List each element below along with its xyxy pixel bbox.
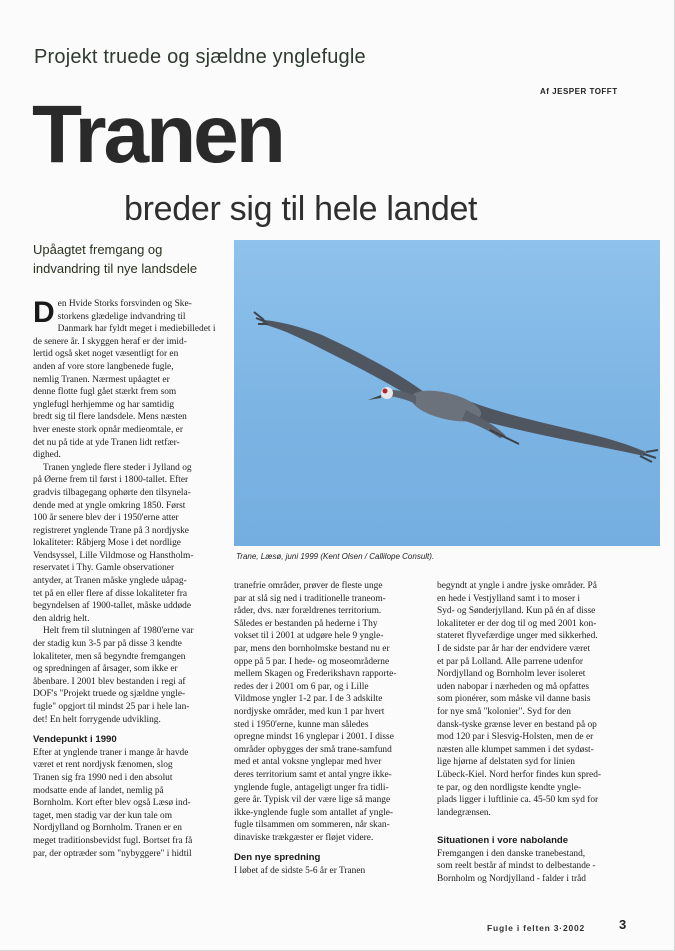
text-line: som pionérer, som måske vil danne basis: [437, 694, 591, 705]
text-line: 100 år senere blev der i 1950'erne atter: [33, 513, 179, 524]
section-heading: Den nye spredning: [234, 852, 321, 864]
text-line: par at slå sig ned i traditionelle traneom-: [234, 593, 386, 604]
text-line: Helt frem til slutningen af 1980'erne var: [43, 626, 194, 637]
text-line: antyder, at Tranen måske ynglede uåpag-: [33, 576, 187, 587]
text-line: I de sidste par år har der endvidere været: [437, 643, 591, 654]
text-line: nemlig Tranen. Nærmest upåagtet er: [33, 374, 170, 385]
text-line: områder opbygges der små trane-samfund: [234, 744, 392, 755]
text-line: stateret flyvefærdige unger med sikkerhed.: [437, 631, 598, 642]
text-line: åbenbare. I 2001 blev bestanden i regi af: [33, 676, 186, 687]
text-line: Fremgangen i den danske tranebestand,: [437, 848, 586, 859]
section-heading: Situationen i vore nabolande: [437, 835, 569, 847]
text-line: Vendsyssel, Lille Vildmose og Hanstholm-: [33, 550, 194, 561]
text-line: dighed.: [33, 450, 61, 461]
text-line: gere år. Typisk vil der være lige så mange: [234, 795, 391, 806]
magazine-footer: Fugle i felten 3·2002: [487, 923, 586, 933]
text-line: I løbet af de sidste 5-6 år er Tranen: [234, 866, 366, 877]
text-line: storkens glædelige indvandring til: [57, 311, 186, 322]
text-line: Bornholm. Kort efter blev også Læsø ind-: [33, 798, 191, 809]
text-line: gradvis tilbagegang ophørte den tilsynela-: [33, 487, 191, 498]
text-line: Således er bestanden på hederne i Thy: [234, 618, 378, 629]
text-line: lokaliteter er der dog til og med 2001 kon-: [437, 618, 597, 629]
text-line: opregne mindst 16 ynglepar i 2001. I disse: [234, 732, 394, 743]
text-line: Efter at ynglende traner i mange år havde: [33, 747, 189, 758]
text-line: begyndelsen af 1900-tallet, måske uddøde: [33, 601, 192, 612]
text-line: fugle tilsammen om sommeren, når skan-: [234, 820, 390, 831]
text-line: ynglende fugle, antageligt unger fra tidli-: [234, 782, 389, 793]
text-line: landegrænsen.: [437, 807, 491, 818]
text-line: og spredningen af årsager, som ikke er: [33, 664, 178, 675]
text-line: en Hvide Storks forsvinden og Ske-: [57, 299, 192, 309]
text-line: plads ligger i luftlinie ca. 45-50 km syd for: [437, 795, 599, 806]
text-line: Nordjylland og Bornholm lever isoleret: [437, 669, 586, 680]
text-line: det nu på tide at yde Tranen lidt retfær-: [33, 437, 180, 448]
text-line: reservatet i Thy. Gamle observationer: [33, 563, 175, 574]
text-line: sted i 1950'erne, kunne man således: [234, 719, 369, 730]
text-line: uden nabopar i nærheden og må opfattes: [437, 681, 590, 692]
article-column-3: [437, 580, 641, 886]
text-line: råder, dvs. nær forældrenes territorium.: [234, 606, 382, 617]
text-line: Lübeck-Kiel. Nord herfor findes kun spred-: [437, 769, 602, 780]
text-line: begyndt at yngle i andre jyske områder. På: [437, 581, 597, 591]
text-line: deres territorium samt et antal yngre ikke-: [234, 769, 392, 780]
lead-text: [33, 240, 223, 278]
article-column-1: [33, 298, 233, 860]
text-line: Bornholm og Nordjylland - falder i tråd: [437, 874, 586, 885]
text-line: anden af vore store langbenede fugle,: [33, 361, 174, 372]
text-line: lige hjørne af delstaten syd for linien: [437, 757, 575, 768]
text-line: ikke-ynglende fugle som antallet af yngle-: [234, 807, 394, 818]
drop-cap: D: [33, 296, 55, 329]
text-line: den aldrig helt.: [33, 613, 90, 624]
lead-line: Upåagtet fremgang og: [33, 242, 163, 257]
text-line: lokaliteter: Råbjerg Mose i det nordlige: [33, 538, 181, 549]
text-line: Tranen sig fra 1990 ned i den absolut: [33, 772, 173, 783]
text-line: de senere år. I skyggen heraf er der imid-: [33, 336, 187, 347]
text-line: lertid også sket noget væsentligt for en: [33, 349, 179, 360]
text-line: meget traditionsbevidst fugl. Bortset fra få: [33, 835, 193, 846]
text-line: fugle" opgjort til mindst 25 par i hele lan-: [33, 702, 190, 712]
text-line: et par på Lolland. Alle parrene udenfor: [437, 656, 584, 667]
text-line: Danmark har fyldt meget i mediebilledet i: [57, 324, 216, 335]
text-line: Vildmose yngler 1-2 par. I de 3 adskilte: [234, 694, 383, 705]
text-line: taget, men stadig var der kun tale om: [33, 810, 173, 821]
text-line: denne flotte fugl gået stærkt frem som: [33, 387, 177, 398]
article-column-2: [234, 580, 430, 878]
text-line: Syd- og Sønderjylland. Kun på én af disse: [437, 606, 596, 617]
text-line: dende med at yngle omkring 1850. Først: [33, 500, 186, 511]
text-line: med et antal voksne ynglepar med hver: [234, 757, 382, 768]
text-line: dinaviske trækgæster er fløjet videre.: [234, 832, 374, 843]
text-line: for nye små "kolonier". Syd for den: [437, 706, 571, 717]
article-subtitle: breder sig til hele landet: [124, 190, 478, 228]
text-line: nordjyske områder, med kun 1 par hvert: [234, 706, 385, 717]
text-line: DOF's "Projekt truede og sjældne yngle-: [33, 689, 186, 700]
text-line: Nordjylland og Bornholm. Tranen er en: [33, 823, 182, 834]
flying-crane-image: [234, 240, 660, 546]
text-line: der stadig kun 3-5 par på disse 3 kendte: [33, 639, 182, 650]
article-title: Tranen: [32, 89, 283, 180]
text-line: te par, og den nordligste kendte yngle-: [437, 782, 582, 793]
text-line: oppe på 5 par. I hede- og moseområderne: [234, 656, 390, 667]
text-line: næsten alle klumpet sammen i det sydøst-: [437, 744, 594, 755]
text-line: mod 120 par i Slesvig-Holsten, men de er: [437, 732, 594, 743]
text-line: hver eneste stork opnår medieomtale, er: [33, 424, 183, 435]
text-line: modsatte ende af landet, nemlig på: [33, 785, 164, 796]
photo-caption: Trane, Læsø, juni 1999 (Kent Olsen / Callilope Consult).: [236, 552, 435, 561]
text-line: det! En helt forrygende udvikling.: [33, 714, 161, 725]
text-line: vokset til i 2001 at udgøre hele 9 yngle-: [234, 631, 384, 642]
text-line: mellem Skagen og Frederikshavn rapporte-: [234, 669, 397, 680]
text-line: tet på en eller flere af disse lokaliteter fra: [33, 588, 188, 599]
text-line: tranefrie områder, prøver de fleste unge: [234, 581, 383, 591]
text-line: bredt sig til flere landsdele. Mens næsten: [33, 412, 187, 423]
text-line: dansk-tyske grænse lever en bestand på op: [437, 719, 597, 730]
text-line: par, mens den bornholmske bestand nu er: [234, 643, 390, 654]
text-line: lokaliteter, men så begyndte fremgangen: [33, 651, 186, 662]
lead-line: indvandring til nye landsdele: [33, 261, 198, 276]
text-line: på Øerne frem til først i 1800-tallet. Efter: [33, 475, 189, 486]
text-line: som reelt består af mindst to delbestande -: [437, 861, 596, 872]
author-byline: Af JESPER TOFFT: [540, 87, 618, 96]
text-line: Tranen ynglede flere steder i Jylland og: [43, 462, 192, 473]
section-heading: Vendepunkt i 1990: [33, 734, 117, 746]
text-line: registreret ynglende Trane på 3 nordjyske: [33, 525, 189, 536]
text-line: ynglefugl herhjemme og har samtidig: [33, 399, 175, 410]
text-line: redes der i 2001 om 6 par, og i Lille: [234, 681, 369, 692]
text-line: en hede i Vestjylland samt i to moser i: [437, 593, 581, 604]
page-number: 3: [619, 917, 627, 932]
text-line: været et rent nordjysk fænomen, slog: [33, 760, 173, 771]
crane-photo: [234, 240, 660, 546]
section-kicker: Projekt truede og sjældne ynglefugle: [34, 46, 366, 68]
text-line: par, der optræder som "nybyggere" i hidtil: [33, 848, 192, 859]
